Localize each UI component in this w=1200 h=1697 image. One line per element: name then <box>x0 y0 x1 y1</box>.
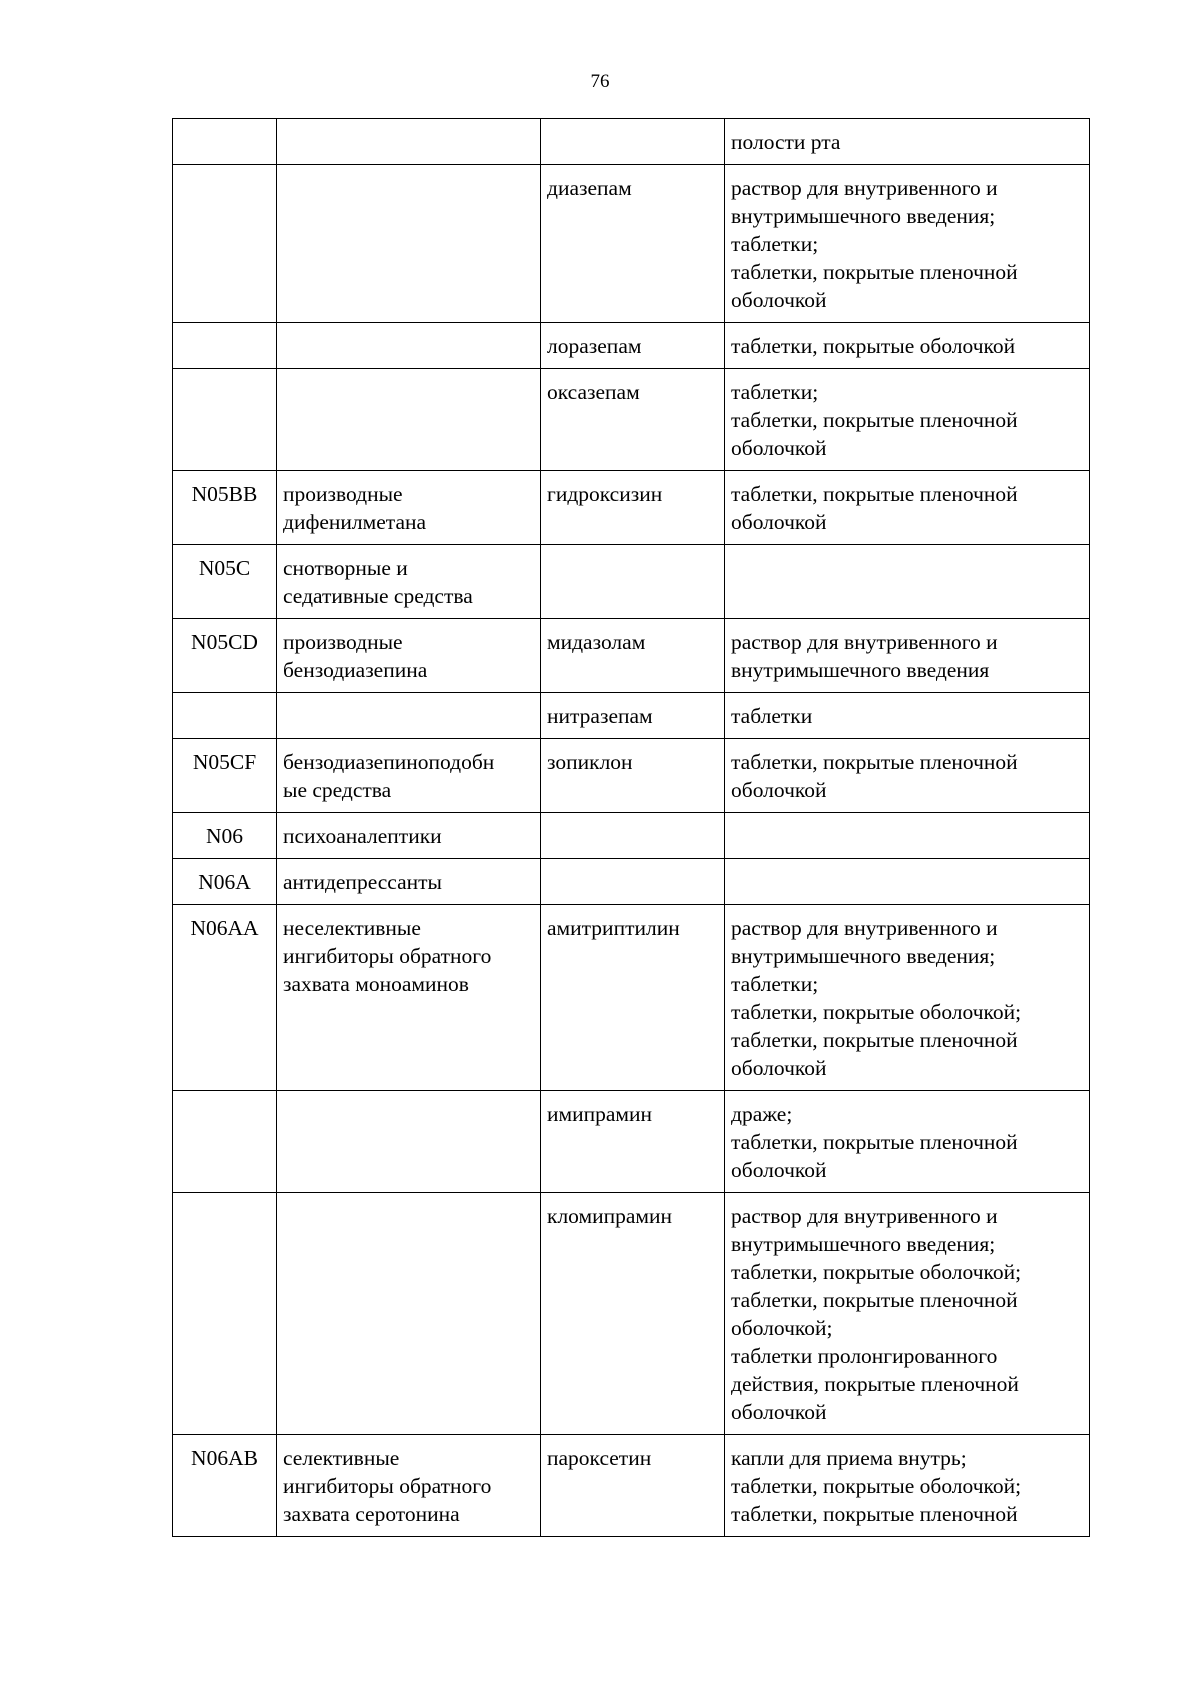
table-row <box>173 693 1090 739</box>
table-row <box>173 859 1090 905</box>
dosage-form-cell <box>725 859 1090 905</box>
atc-code-cell: N05CF <box>173 739 277 813</box>
atc-group-cell: селективные ингибиторы обратного захвата серотонина <box>277 1435 541 1537</box>
drug-name-cell: зопиклон <box>541 739 725 813</box>
atc-code-cell: N06A <box>173 859 277 905</box>
dosage-form-cell: таблетки <box>725 693 1090 739</box>
atc-group-cell: снотворные и седативные средства <box>277 545 541 619</box>
table-row <box>173 905 1090 1091</box>
atc-group-cell: производные дифенилметана <box>277 471 541 545</box>
atc-group-cell <box>277 693 541 739</box>
drug-name-cell: мидазолам <box>541 619 725 693</box>
drug-name-cell: амитриптилин <box>541 905 725 1091</box>
table-row <box>173 119 1090 165</box>
table-row <box>173 1193 1090 1435</box>
drug-name-cell <box>541 813 725 859</box>
table-row <box>173 545 1090 619</box>
dosage-form-cell: драже; таблетки, покрытые пленочной оболочкой <box>725 1091 1090 1193</box>
atc-code-cell <box>173 693 277 739</box>
dosage-form-cell: раствор для внутривенного и внутримышечного введения; таблетки, покрытые оболочкой; таблетки, покрытые пленочной оболочкой; таблетки пролонгированного действия, покрытые пленочной оболочкой <box>725 1193 1090 1435</box>
atc-group-cell: психоаналептики <box>277 813 541 859</box>
atc-group-cell: бензодиазепиноподобн ые средства <box>277 739 541 813</box>
dosage-form-cell: таблетки, покрытые пленочной оболочкой <box>725 471 1090 545</box>
atc-code-cell <box>173 1193 277 1435</box>
drug-name-cell: гидроксизин <box>541 471 725 545</box>
dosage-form-cell <box>725 813 1090 859</box>
atc-group-cell <box>277 1193 541 1435</box>
drug-name-cell: кломипрамин <box>541 1193 725 1435</box>
drug-name-cell: диазепам <box>541 165 725 323</box>
atc-group-cell <box>277 369 541 471</box>
atc-group-cell: производные бензодиазепина <box>277 619 541 693</box>
atc-code-cell <box>173 369 277 471</box>
drug-name-cell <box>541 545 725 619</box>
atc-code-cell <box>173 1091 277 1193</box>
atc-group-cell: антидепрессанты <box>277 859 541 905</box>
dosage-form-cell <box>725 545 1090 619</box>
atc-code-cell: N06AB <box>173 1435 277 1537</box>
drug-name-cell <box>541 119 725 165</box>
drug-name-cell: имипрамин <box>541 1091 725 1193</box>
atc-group-cell <box>277 165 541 323</box>
table-row <box>173 619 1090 693</box>
atc-code-cell <box>173 119 277 165</box>
table-row <box>173 739 1090 813</box>
drug-name-cell: пароксетин <box>541 1435 725 1537</box>
atc-code-cell: N05C <box>173 545 277 619</box>
drug-name-cell <box>541 859 725 905</box>
atc-code-cell: N05BB <box>173 471 277 545</box>
dosage-form-cell: раствор для внутривенного и внутримышечного введения <box>725 619 1090 693</box>
table-row <box>173 813 1090 859</box>
dosage-form-cell: капли для приема внутрь; таблетки, покрытые оболочкой; таблетки, покрытые пленочной <box>725 1435 1090 1537</box>
atc-code-cell <box>173 165 277 323</box>
page-number: 76 <box>590 71 610 92</box>
atc-group-cell <box>277 1091 541 1193</box>
atc-group-cell <box>277 119 541 165</box>
dosage-form-cell: полости рта <box>725 119 1090 165</box>
table-body <box>173 119 1090 1537</box>
dosage-form-cell: таблетки, покрытые пленочной оболочкой <box>725 739 1090 813</box>
atc-code-cell: N05CD <box>173 619 277 693</box>
table-row <box>173 1091 1090 1193</box>
drug-name-cell: нитразепам <box>541 693 725 739</box>
dosage-form-cell: раствор для внутривенного и внутримышечного введения; таблетки; таблетки, покрытые пленочной оболочкой <box>725 165 1090 323</box>
table-row <box>173 369 1090 471</box>
atc-code-cell: N06 <box>173 813 277 859</box>
dosage-form-cell: таблетки; таблетки, покрытые пленочной оболочкой <box>725 369 1090 471</box>
drug-name-cell: оксазепам <box>541 369 725 471</box>
drug-name-cell: лоразепам <box>541 323 725 369</box>
drug-table <box>172 118 1090 1537</box>
table-row <box>173 471 1090 545</box>
atc-group-cell: неселективные ингибиторы обратного захвата моноаминов <box>277 905 541 1091</box>
atc-code-cell: N06AA <box>173 905 277 1091</box>
atc-group-cell <box>277 323 541 369</box>
table-row <box>173 1435 1090 1537</box>
table-row <box>173 323 1090 369</box>
dosage-form-cell: таблетки, покрытые оболочкой <box>725 323 1090 369</box>
table-row <box>173 165 1090 323</box>
dosage-form-cell: раствор для внутривенного и внутримышечного введения; таблетки; таблетки, покрытые оболочкой; таблетки, покрытые пленочной оболочкой <box>725 905 1090 1091</box>
atc-code-cell <box>173 323 277 369</box>
